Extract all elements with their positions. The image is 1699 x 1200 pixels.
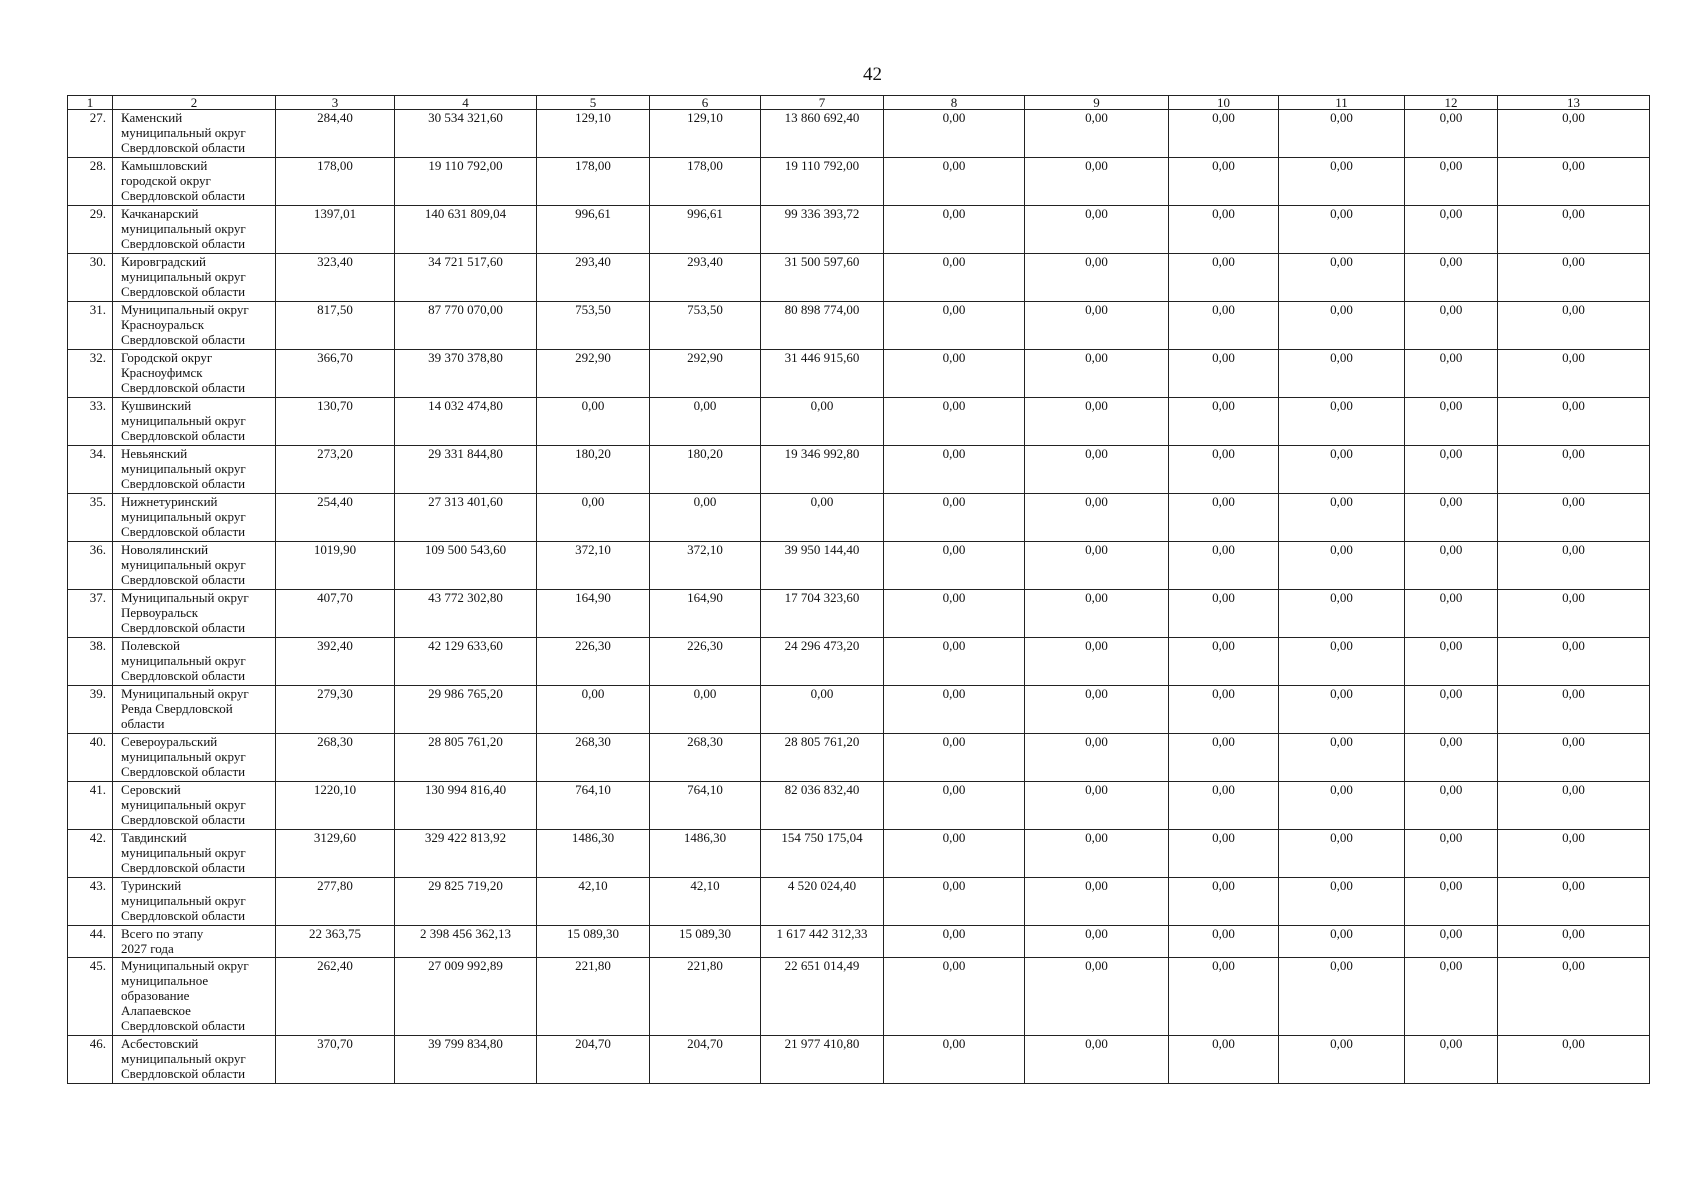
cell-col11: 0,00 xyxy=(1279,1036,1405,1084)
cell-col13: 0,00 xyxy=(1498,398,1650,446)
cell-col11: 0,00 xyxy=(1279,206,1405,254)
cell-col4: 19 110 792,00 xyxy=(395,158,537,206)
column-header: 1 xyxy=(68,96,113,110)
cell-col4: 43 772 302,80 xyxy=(395,590,537,638)
cell-col3: 284,40 xyxy=(276,110,395,158)
row-number: 29. xyxy=(68,206,113,254)
cell-col3: 178,00 xyxy=(276,158,395,206)
cell-col10: 0,00 xyxy=(1169,302,1279,350)
cell-col8: 0,00 xyxy=(884,782,1025,830)
cell-col10: 0,00 xyxy=(1169,926,1279,958)
cell-col11: 0,00 xyxy=(1279,638,1405,686)
cell-col9: 0,00 xyxy=(1025,398,1169,446)
cell-col11: 0,00 xyxy=(1279,782,1405,830)
cell-col11: 0,00 xyxy=(1279,494,1405,542)
cell-col7: 80 898 774,00 xyxy=(761,302,884,350)
column-header: 4 xyxy=(395,96,537,110)
row-name: Серовский муниципальный округ Свердловской области xyxy=(113,782,276,830)
cell-col7: 13 860 692,40 xyxy=(761,110,884,158)
row-name: Муниципальный округ Первоуральск Свердловской области xyxy=(113,590,276,638)
cell-col3: 323,40 xyxy=(276,254,395,302)
row-name: Городской округ Красноуфимск Свердловской области xyxy=(113,350,276,398)
cell-col7: 17 704 323,60 xyxy=(761,590,884,638)
cell-col7: 4 520 024,40 xyxy=(761,878,884,926)
table-body xyxy=(68,110,1650,1084)
table-row xyxy=(68,110,1650,158)
cell-col12: 0,00 xyxy=(1405,254,1498,302)
cell-col11: 0,00 xyxy=(1279,590,1405,638)
cell-col3: 22 363,75 xyxy=(276,926,395,958)
cell-col13: 0,00 xyxy=(1498,542,1650,590)
cell-col4: 34 721 517,60 xyxy=(395,254,537,302)
cell-col6: 372,10 xyxy=(650,542,761,590)
cell-col4: 109 500 543,60 xyxy=(395,542,537,590)
cell-col12: 0,00 xyxy=(1405,782,1498,830)
column-header: 3 xyxy=(276,96,395,110)
cell-col12: 0,00 xyxy=(1405,590,1498,638)
cell-col3: 1220,10 xyxy=(276,782,395,830)
cell-col13: 0,00 xyxy=(1498,878,1650,926)
row-number: 30. xyxy=(68,254,113,302)
cell-col7: 39 950 144,40 xyxy=(761,542,884,590)
column-header: 13 xyxy=(1498,96,1650,110)
row-name: Североуральский муниципальный округ Свердловской области xyxy=(113,734,276,782)
cell-col8: 0,00 xyxy=(884,206,1025,254)
cell-col9: 0,00 xyxy=(1025,1036,1169,1084)
cell-col4: 39 370 378,80 xyxy=(395,350,537,398)
cell-col4: 27 313 401,60 xyxy=(395,494,537,542)
cell-col9: 0,00 xyxy=(1025,638,1169,686)
table-row xyxy=(68,302,1650,350)
cell-col13: 0,00 xyxy=(1498,830,1650,878)
cell-col6: 996,61 xyxy=(650,206,761,254)
cell-col13: 0,00 xyxy=(1498,158,1650,206)
table-row xyxy=(68,958,1650,1036)
cell-col5: 221,80 xyxy=(537,958,650,1036)
cell-col12: 0,00 xyxy=(1405,446,1498,494)
cell-col12: 0,00 xyxy=(1405,350,1498,398)
cell-col13: 0,00 xyxy=(1498,302,1650,350)
cell-col10: 0,00 xyxy=(1169,686,1279,734)
cell-col13: 0,00 xyxy=(1498,1036,1650,1084)
cell-col11: 0,00 xyxy=(1279,110,1405,158)
cell-col11: 0,00 xyxy=(1279,958,1405,1036)
table-row xyxy=(68,638,1650,686)
cell-col12: 0,00 xyxy=(1405,878,1498,926)
cell-col6: 221,80 xyxy=(650,958,761,1036)
row-name: Невьянский муниципальный округ Свердловской области xyxy=(113,446,276,494)
cell-col13: 0,00 xyxy=(1498,254,1650,302)
row-name: Тавдинский муниципальный округ Свердловской области xyxy=(113,830,276,878)
cell-col4: 28 805 761,20 xyxy=(395,734,537,782)
table-row xyxy=(68,1036,1650,1084)
table-row xyxy=(68,494,1650,542)
cell-col6: 292,90 xyxy=(650,350,761,398)
cell-col10: 0,00 xyxy=(1169,958,1279,1036)
cell-col8: 0,00 xyxy=(884,350,1025,398)
cell-col10: 0,00 xyxy=(1169,734,1279,782)
table-row xyxy=(68,830,1650,878)
cell-col6: 0,00 xyxy=(650,686,761,734)
row-number: 46. xyxy=(68,1036,113,1084)
cell-col9: 0,00 xyxy=(1025,878,1169,926)
cell-col8: 0,00 xyxy=(884,638,1025,686)
row-name: Муниципальный округ Ревда Свердловской области xyxy=(113,686,276,734)
cell-col10: 0,00 xyxy=(1169,206,1279,254)
column-header: 2 xyxy=(113,96,276,110)
cell-col7: 19 110 792,00 xyxy=(761,158,884,206)
row-name: Нижнетуринский муниципальный округ Свердловской области xyxy=(113,494,276,542)
cell-col5: 164,90 xyxy=(537,590,650,638)
cell-col9: 0,00 xyxy=(1025,302,1169,350)
row-name: Качканарский муниципальный округ Свердловской области xyxy=(113,206,276,254)
row-number: 41. xyxy=(68,782,113,830)
cell-col5: 996,61 xyxy=(537,206,650,254)
cell-col8: 0,00 xyxy=(884,1036,1025,1084)
cell-col13: 0,00 xyxy=(1498,734,1650,782)
cell-col4: 29 825 719,20 xyxy=(395,878,537,926)
cell-col11: 0,00 xyxy=(1279,830,1405,878)
cell-col10: 0,00 xyxy=(1169,398,1279,446)
cell-col9: 0,00 xyxy=(1025,494,1169,542)
cell-col9: 0,00 xyxy=(1025,542,1169,590)
cell-col6: 753,50 xyxy=(650,302,761,350)
cell-col5: 180,20 xyxy=(537,446,650,494)
cell-col7: 154 750 175,04 xyxy=(761,830,884,878)
cell-col7: 31 500 597,60 xyxy=(761,254,884,302)
cell-col13: 0,00 xyxy=(1498,958,1650,1036)
table-row xyxy=(68,686,1650,734)
cell-col7: 0,00 xyxy=(761,686,884,734)
cell-col8: 0,00 xyxy=(884,494,1025,542)
cell-col6: 764,10 xyxy=(650,782,761,830)
cell-col4: 329 422 813,92 xyxy=(395,830,537,878)
cell-col3: 130,70 xyxy=(276,398,395,446)
cell-col11: 0,00 xyxy=(1279,158,1405,206)
cell-col9: 0,00 xyxy=(1025,734,1169,782)
cell-col12: 0,00 xyxy=(1405,206,1498,254)
cell-col6: 268,30 xyxy=(650,734,761,782)
cell-col8: 0,00 xyxy=(884,254,1025,302)
cell-col4: 140 631 809,04 xyxy=(395,206,537,254)
cell-col7: 21 977 410,80 xyxy=(761,1036,884,1084)
cell-col12: 0,00 xyxy=(1405,494,1498,542)
cell-col7: 31 446 915,60 xyxy=(761,350,884,398)
cell-col9: 0,00 xyxy=(1025,686,1169,734)
cell-col8: 0,00 xyxy=(884,110,1025,158)
cell-col10: 0,00 xyxy=(1169,638,1279,686)
row-number: 38. xyxy=(68,638,113,686)
row-name: Асбестовский муниципальный округ Свердловской области xyxy=(113,1036,276,1084)
cell-col10: 0,00 xyxy=(1169,494,1279,542)
cell-col13: 0,00 xyxy=(1498,350,1650,398)
table-row xyxy=(68,542,1650,590)
cell-col12: 0,00 xyxy=(1405,110,1498,158)
column-header: 5 xyxy=(537,96,650,110)
cell-col7: 0,00 xyxy=(761,494,884,542)
cell-col4: 130 994 816,40 xyxy=(395,782,537,830)
column-header: 12 xyxy=(1405,96,1498,110)
cell-col4: 42 129 633,60 xyxy=(395,638,537,686)
cell-col5: 226,30 xyxy=(537,638,650,686)
cell-col10: 0,00 xyxy=(1169,1036,1279,1084)
cell-col13: 0,00 xyxy=(1498,590,1650,638)
cell-col12: 0,00 xyxy=(1405,734,1498,782)
cell-col5: 1486,30 xyxy=(537,830,650,878)
cell-col13: 0,00 xyxy=(1498,782,1650,830)
row-name: Всего по этапу 2027 года xyxy=(113,926,276,958)
cell-col7: 82 036 832,40 xyxy=(761,782,884,830)
cell-col6: 178,00 xyxy=(650,158,761,206)
cell-col10: 0,00 xyxy=(1169,158,1279,206)
cell-col9: 0,00 xyxy=(1025,958,1169,1036)
table-row xyxy=(68,926,1650,958)
cell-col11: 0,00 xyxy=(1279,254,1405,302)
cell-col5: 268,30 xyxy=(537,734,650,782)
cell-col8: 0,00 xyxy=(884,446,1025,494)
table-row xyxy=(68,206,1650,254)
cell-col5: 372,10 xyxy=(537,542,650,590)
cell-col6: 42,10 xyxy=(650,878,761,926)
cell-col10: 0,00 xyxy=(1169,350,1279,398)
cell-col5: 204,70 xyxy=(537,1036,650,1084)
cell-col3: 3129,60 xyxy=(276,830,395,878)
cell-col10: 0,00 xyxy=(1169,446,1279,494)
cell-col6: 15 089,30 xyxy=(650,926,761,958)
cell-col3: 407,70 xyxy=(276,590,395,638)
cell-col9: 0,00 xyxy=(1025,926,1169,958)
cell-col8: 0,00 xyxy=(884,542,1025,590)
cell-col13: 0,00 xyxy=(1498,638,1650,686)
cell-col13: 0,00 xyxy=(1498,206,1650,254)
cell-col7: 99 336 393,72 xyxy=(761,206,884,254)
cell-col13: 0,00 xyxy=(1498,926,1650,958)
cell-col3: 1397,01 xyxy=(276,206,395,254)
cell-col5: 753,50 xyxy=(537,302,650,350)
cell-col4: 39 799 834,80 xyxy=(395,1036,537,1084)
table-row xyxy=(68,254,1650,302)
row-number: 45. xyxy=(68,958,113,1036)
row-name: Новолялинский муниципальный округ Свердловской области xyxy=(113,542,276,590)
cell-col4: 14 032 474,80 xyxy=(395,398,537,446)
cell-col3: 366,70 xyxy=(276,350,395,398)
cell-col9: 0,00 xyxy=(1025,206,1169,254)
cell-col5: 129,10 xyxy=(537,110,650,158)
cell-col9: 0,00 xyxy=(1025,254,1169,302)
cell-col6: 293,40 xyxy=(650,254,761,302)
cell-col8: 0,00 xyxy=(884,686,1025,734)
cell-col11: 0,00 xyxy=(1279,398,1405,446)
row-number: 42. xyxy=(68,830,113,878)
cell-col12: 0,00 xyxy=(1405,686,1498,734)
row-number: 34. xyxy=(68,446,113,494)
cell-col4: 29 986 765,20 xyxy=(395,686,537,734)
cell-col12: 0,00 xyxy=(1405,958,1498,1036)
cell-col8: 0,00 xyxy=(884,158,1025,206)
column-header: 9 xyxy=(1025,96,1169,110)
cell-col5: 0,00 xyxy=(537,686,650,734)
row-name: Туринский муниципальный округ Свердловской области xyxy=(113,878,276,926)
row-number: 37. xyxy=(68,590,113,638)
cell-col4: 30 534 321,60 xyxy=(395,110,537,158)
cell-col5: 0,00 xyxy=(537,398,650,446)
row-name: Каменский муниципальный округ Свердловской области xyxy=(113,110,276,158)
cell-col9: 0,00 xyxy=(1025,830,1169,878)
cell-col12: 0,00 xyxy=(1405,830,1498,878)
cell-col5: 0,00 xyxy=(537,494,650,542)
cell-col10: 0,00 xyxy=(1169,254,1279,302)
cell-col11: 0,00 xyxy=(1279,302,1405,350)
header-row xyxy=(68,96,1650,110)
table-row xyxy=(68,398,1650,446)
cell-col10: 0,00 xyxy=(1169,590,1279,638)
column-header: 10 xyxy=(1169,96,1279,110)
cell-col6: 0,00 xyxy=(650,398,761,446)
cell-col7: 22 651 014,49 xyxy=(761,958,884,1036)
cell-col4: 87 770 070,00 xyxy=(395,302,537,350)
cell-col8: 0,00 xyxy=(884,926,1025,958)
cell-col3: 279,30 xyxy=(276,686,395,734)
cell-col12: 0,00 xyxy=(1405,926,1498,958)
cell-col6: 129,10 xyxy=(650,110,761,158)
table-row xyxy=(68,350,1650,398)
cell-col5: 764,10 xyxy=(537,782,650,830)
column-header: 6 xyxy=(650,96,761,110)
cell-col12: 0,00 xyxy=(1405,542,1498,590)
table-row xyxy=(68,734,1650,782)
cell-col3: 273,20 xyxy=(276,446,395,494)
cell-col8: 0,00 xyxy=(884,878,1025,926)
row-number: 27. xyxy=(68,110,113,158)
cell-col8: 0,00 xyxy=(884,302,1025,350)
cell-col3: 817,50 xyxy=(276,302,395,350)
cell-col3: 277,80 xyxy=(276,878,395,926)
row-number: 35. xyxy=(68,494,113,542)
cell-col10: 0,00 xyxy=(1169,878,1279,926)
cell-col9: 0,00 xyxy=(1025,446,1169,494)
cell-col9: 0,00 xyxy=(1025,158,1169,206)
cell-col5: 293,40 xyxy=(537,254,650,302)
row-number: 44. xyxy=(68,926,113,958)
data-table xyxy=(67,95,1650,1084)
cell-col6: 180,20 xyxy=(650,446,761,494)
cell-col13: 0,00 xyxy=(1498,686,1650,734)
column-header: 11 xyxy=(1279,96,1405,110)
row-name: Кушвинский муниципальный округ Свердловской области xyxy=(113,398,276,446)
row-number: 31. xyxy=(68,302,113,350)
row-name: Муниципальный округ муниципальное образование Алапаевское Свердловской области xyxy=(113,958,276,1036)
row-number: 39. xyxy=(68,686,113,734)
row-name: Муниципальный округ Красноуральск Свердловской области xyxy=(113,302,276,350)
cell-col12: 0,00 xyxy=(1405,302,1498,350)
cell-col10: 0,00 xyxy=(1169,110,1279,158)
cell-col8: 0,00 xyxy=(884,398,1025,446)
cell-col7: 28 805 761,20 xyxy=(761,734,884,782)
cell-col12: 0,00 xyxy=(1405,1036,1498,1084)
cell-col13: 0,00 xyxy=(1498,110,1650,158)
cell-col4: 29 331 844,80 xyxy=(395,446,537,494)
cell-col11: 0,00 xyxy=(1279,878,1405,926)
row-name: Камышловский городской округ Свердловской области xyxy=(113,158,276,206)
row-name: Кировградский муниципальный округ Свердловской области xyxy=(113,254,276,302)
cell-col4: 2 398 456 362,13 xyxy=(395,926,537,958)
cell-col7: 24 296 473,20 xyxy=(761,638,884,686)
cell-col11: 0,00 xyxy=(1279,686,1405,734)
cell-col6: 164,90 xyxy=(650,590,761,638)
cell-col4: 27 009 992,89 xyxy=(395,958,537,1036)
cell-col13: 0,00 xyxy=(1498,494,1650,542)
cell-col11: 0,00 xyxy=(1279,350,1405,398)
row-number: 43. xyxy=(68,878,113,926)
row-number: 32. xyxy=(68,350,113,398)
row-number: 33. xyxy=(68,398,113,446)
cell-col12: 0,00 xyxy=(1405,398,1498,446)
cell-col8: 0,00 xyxy=(884,958,1025,1036)
cell-col3: 262,40 xyxy=(276,958,395,1036)
cell-col12: 0,00 xyxy=(1405,638,1498,686)
cell-col8: 0,00 xyxy=(884,830,1025,878)
row-number: 40. xyxy=(68,734,113,782)
table-row xyxy=(68,446,1650,494)
cell-col9: 0,00 xyxy=(1025,782,1169,830)
page-number: 42 xyxy=(863,64,882,85)
row-name: Полевской муниципальный округ Свердловской области xyxy=(113,638,276,686)
column-header: 8 xyxy=(884,96,1025,110)
cell-col6: 1486,30 xyxy=(650,830,761,878)
cell-col6: 204,70 xyxy=(650,1036,761,1084)
cell-col10: 0,00 xyxy=(1169,782,1279,830)
cell-col11: 0,00 xyxy=(1279,734,1405,782)
cell-col6: 226,30 xyxy=(650,638,761,686)
cell-col8: 0,00 xyxy=(884,734,1025,782)
cell-col5: 178,00 xyxy=(537,158,650,206)
cell-col3: 1019,90 xyxy=(276,542,395,590)
cell-col3: 268,30 xyxy=(276,734,395,782)
column-header: 7 xyxy=(761,96,884,110)
cell-col9: 0,00 xyxy=(1025,590,1169,638)
cell-col10: 0,00 xyxy=(1169,830,1279,878)
cell-col5: 292,90 xyxy=(537,350,650,398)
cell-col7: 0,00 xyxy=(761,398,884,446)
cell-col10: 0,00 xyxy=(1169,542,1279,590)
cell-col6: 0,00 xyxy=(650,494,761,542)
cell-col9: 0,00 xyxy=(1025,110,1169,158)
table-row xyxy=(68,158,1650,206)
cell-col11: 0,00 xyxy=(1279,446,1405,494)
cell-col8: 0,00 xyxy=(884,590,1025,638)
cell-col9: 0,00 xyxy=(1025,350,1169,398)
cell-col3: 392,40 xyxy=(276,638,395,686)
cell-col3: 370,70 xyxy=(276,1036,395,1084)
cell-col5: 15 089,30 xyxy=(537,926,650,958)
row-number: 28. xyxy=(68,158,113,206)
cell-col5: 42,10 xyxy=(537,878,650,926)
table-row xyxy=(68,590,1650,638)
cell-col13: 0,00 xyxy=(1498,446,1650,494)
cell-col3: 254,40 xyxy=(276,494,395,542)
cell-col11: 0,00 xyxy=(1279,926,1405,958)
cell-col7: 19 346 992,80 xyxy=(761,446,884,494)
row-number: 36. xyxy=(68,542,113,590)
cell-col12: 0,00 xyxy=(1405,158,1498,206)
table-row xyxy=(68,782,1650,830)
table-row xyxy=(68,878,1650,926)
cell-col7: 1 617 442 312,33 xyxy=(761,926,884,958)
cell-col11: 0,00 xyxy=(1279,542,1405,590)
